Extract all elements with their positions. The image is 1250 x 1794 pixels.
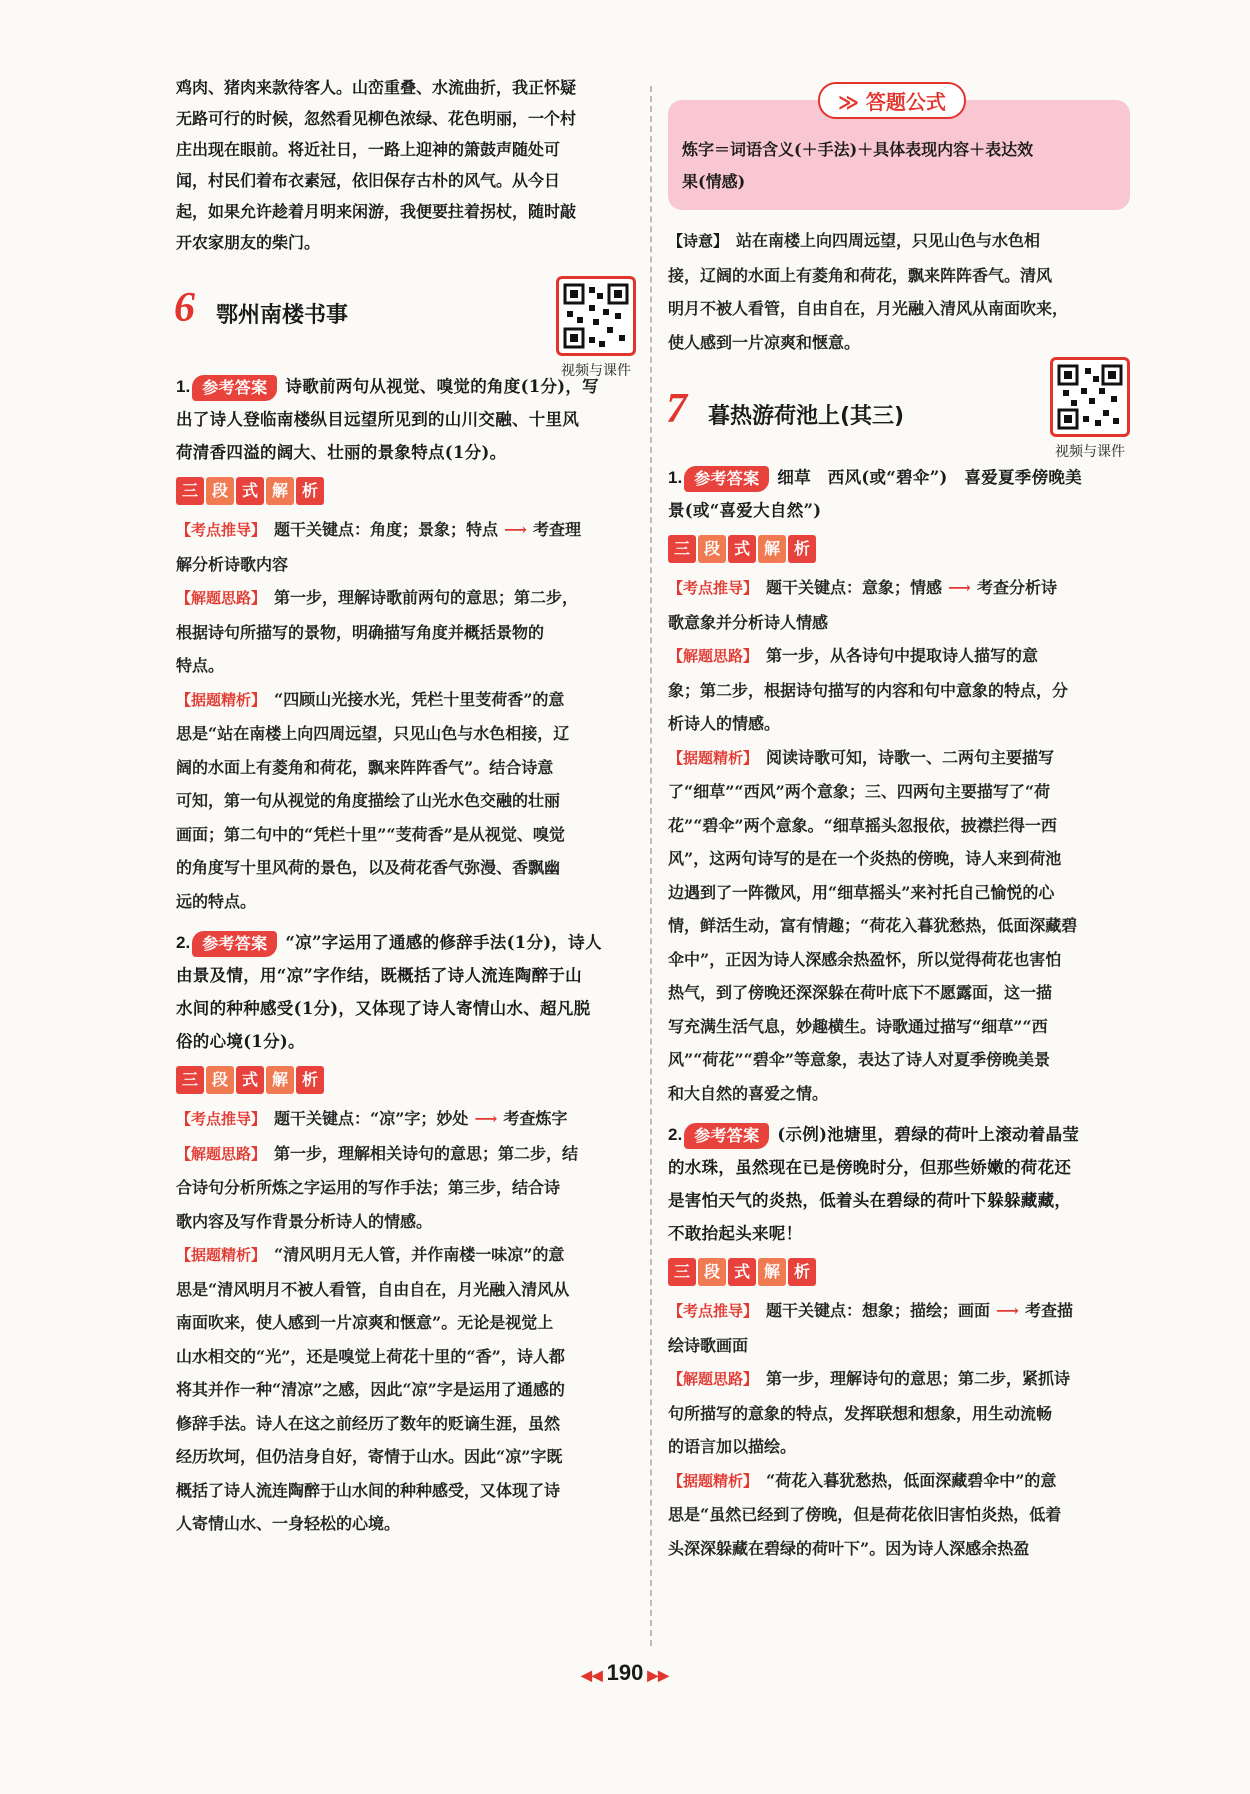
question-2	[668, 1118, 1130, 1565]
answer-text: 景(或“喜爱大自然”)	[668, 501, 822, 520]
question-2	[176, 926, 636, 1541]
answer-line	[668, 461, 1130, 494]
formula-line: 果(情感)	[682, 172, 746, 191]
answer-line	[668, 1118, 1130, 1151]
section-title: 暮热游荷池上(其三)	[708, 404, 905, 429]
text-line: 根据诗句所描写的景物，明确描写角度并概括景物的	[176, 622, 545, 642]
text-line: 山水相交的“光”，还是嗅觉上荷花十里的“香”，诗人都	[176, 1346, 565, 1366]
answer-badge: 参考答案	[684, 1123, 769, 1149]
section-title: 鄂州南楼书事	[216, 303, 349, 328]
qr-code-icon[interactable]	[556, 276, 636, 356]
poem-meaning	[668, 224, 1130, 359]
question-number: 2.	[668, 1125, 683, 1144]
jingxi: 【据题精析】 阅读诗歌可知，诗歌一、二两句主要描写	[668, 747, 1055, 767]
analysis-badge: 三 段 式 解 析	[668, 535, 1130, 565]
answer-text: 的水珠，虽然现在已是傍晚时分，但那些娇嫩的荷花还	[668, 1158, 1072, 1177]
text-line: 风”，这两句诗写的是在一个炎热的傍晚，诗人来到荷池	[668, 849, 1062, 868]
text-line: 画面；第二句中的“凭栏十里”“芰荷香”是从视觉、嗅觉	[176, 824, 565, 844]
answer-badge: 参考答案	[192, 375, 277, 401]
text-line: 开农家朋友的柴门。	[176, 233, 321, 252]
text-line: 风”“荷花”“碧伞”等意象，表达了诗人对夏季傍晚美景	[668, 1050, 1051, 1069]
text-line: 写充满生活气息，妙趣横生。诗歌通过描写“细草”“西	[668, 1016, 1048, 1036]
text-line: 热气，到了傍晚还深深躲在荷叶底下不愿露面，这一描	[668, 983, 1053, 1002]
text-line: 修辞手法。诗人在这之前经历了数年的贬谪生涯，虽然	[176, 1413, 561, 1433]
text-line: 鸡肉、猪肉来款待客人。山峦重叠、水流曲折，我正怀疑	[176, 78, 577, 97]
text-line: 接，辽阔的水面上有菱角和荷花，飘来阵阵香气。清风	[668, 265, 1053, 285]
analysis-badge: 三 段 式 解 析	[668, 1258, 1130, 1288]
text-line: 庄出现在眼前。将近社日，一路上迎神的箫鼓声随处可	[176, 140, 561, 159]
text-line: 思是“站在南楼上向四周远望，只见山色与水色相接，辽	[176, 724, 570, 743]
question-1	[176, 370, 636, 918]
qr-block[interactable]	[556, 276, 636, 380]
text-line: 闻，村民们着布衣素冠，依旧保存古朴的风气。从今日	[176, 171, 561, 190]
formula-box	[668, 90, 1130, 210]
analysis-badge: 三 段 式 解 析	[176, 477, 636, 507]
jingxi: 【据题精析】 “荷花入暮犹愁热，低面深藏碧伞中”的意	[668, 1470, 1057, 1490]
silu: 【解题思路】 第一步，理解诗句的意思；第二步，紧抓诗	[668, 1369, 1071, 1388]
kaodian: 【考点推导】 题干关键点：角度；景象；特点 ⟶ 考查理	[176, 520, 581, 539]
arrow-right-icon: ⟶	[996, 1301, 1019, 1320]
qr-code-icon[interactable]	[1050, 357, 1130, 437]
analysis-badge: 三 段 式 解 析	[176, 1066, 636, 1096]
text-line: 的语言加以描绘。	[668, 1437, 797, 1456]
silu: 【解题思路】 第一步，理解诗歌前两句的意思；第二步，	[176, 588, 579, 607]
arrow-right-icon: ⟶	[504, 520, 527, 539]
section-6-header	[174, 284, 636, 379]
text-line: 起，如果允许趁着月明来闲游，我便要拄着拐杖，随时敲	[176, 202, 577, 221]
answer-text: 参考答案 “凉”字运用了通感的修辞手法(1分)，诗人	[192, 926, 602, 959]
page-number: ◀◀ 190 ▶▶	[581, 1660, 669, 1685]
text-line: 特点。	[176, 656, 225, 675]
jingxi: 【据题精析】 “四顾山光接水光，凭栏十里芰荷香”的意	[176, 689, 565, 709]
text-line: 花”“碧伞”两个意象。“细草摇头忽报依，披襟拦得一西	[668, 815, 1057, 835]
answer-text: 参考答案 细草 西风(或“碧伞”) 喜爱夏季傍晚美	[684, 461, 1082, 494]
question-number: 1.	[176, 377, 191, 396]
qr-label: 视频与课件	[561, 363, 631, 379]
text-line: 将其并作一种“清凉”之感，因此“凉”字是运用了通感的	[176, 1380, 565, 1399]
text-line: 歌内容及写作背景分析诗人的情感。	[176, 1211, 433, 1231]
intro-paragraph	[176, 72, 636, 258]
text-line: 思是“虽然已经到了傍晚，但是荷花依旧害怕炎热，低着	[668, 1505, 1062, 1524]
kaodian: 【考点推导】 题干关键点：意象；情感 ⟶ 考查分析诗	[668, 578, 1057, 597]
section-number: 6	[174, 285, 195, 331]
right-column	[668, 72, 1130, 1565]
text-line: 思是“清风明月不被人看管，自由自在，月光融入清风从	[176, 1279, 570, 1299]
formula-line: 炼字＝词语含义(＋手法)＋具体表现内容＋表达效	[682, 140, 1034, 159]
text-line: 和大自然的喜爱之情。	[668, 1083, 829, 1103]
question-number: 1.	[668, 468, 683, 487]
answer-text: 俗的心境(1分)。	[176, 1032, 305, 1051]
text-line: 无路可行的时候，忽然看见柳色浓绿、花色明丽，一个村	[176, 109, 577, 128]
qr-block[interactable]	[1050, 357, 1130, 461]
double-left-arrow-icon: ◀◀	[581, 1667, 603, 1683]
kaodian: 【考点推导】 题干关键点：“凉”字；妙处 ⟶ 考查炼字	[176, 1109, 568, 1128]
kaodian-cont: 绘诗歌画面	[668, 1335, 749, 1355]
text-line: 伞中”，正因为诗人深感余热盈怀，所以觉得荷花也害怕	[668, 949, 1062, 969]
qr-label: 视频与课件	[1055, 444, 1125, 460]
text-line: 析诗人的情感。	[668, 714, 781, 733]
double-chevron-icon: ≫	[838, 90, 866, 114]
answer-badge: 参考答案	[684, 466, 769, 492]
text-line: 明月不被人看管，自由自在，月光融入清风从南面吹来，	[668, 299, 1069, 318]
text-line: 南面吹来，使人感到一片凉爽和惬意”。无论是视觉上	[176, 1313, 554, 1332]
formula-title: ≫ 答题公式	[818, 82, 966, 119]
kaodian: 【考点推导】 题干关键点：想象；描绘；画面 ⟶ 考查描	[668, 1301, 1073, 1320]
column-divider	[650, 86, 652, 1646]
answer-text: 荷清香四溢的阔大、壮丽的景象特点(1分)。	[176, 443, 507, 462]
answer-text: 水间的种种感受(1分)，又体现了诗人寄情山水、超凡脱	[176, 999, 591, 1018]
text-line: 经历坎坷，但仍洁身自好，寄情于山水。因此“凉”字既	[176, 1447, 563, 1466]
left-column	[176, 72, 636, 1541]
answer-line	[176, 926, 636, 959]
text-line: 头深深躲藏在碧绿的荷叶下”。因为诗人深感余热盈	[668, 1538, 1030, 1558]
answer-text: 参考答案 诗歌前两句从视觉、嗅觉的角度(1分)，写	[192, 370, 599, 403]
text-line: 使人感到一片凉爽和惬意。	[668, 332, 861, 352]
kaodian-cont: 歌意象并分析诗人情感	[668, 612, 829, 632]
answer-badge: 参考答案	[192, 931, 277, 957]
kaodian-cont: 解分析诗歌内容	[176, 554, 289, 574]
answer-text: 由景及情，用“凉”字作结，既概括了诗人流连陶醉于山	[176, 966, 582, 985]
silu: 【解题思路】 第一步，理解相关诗句的意思；第二步，结	[176, 1143, 579, 1163]
text-line: 阔的水面上有菱角和荷花，飘来阵阵香气”。结合诗意	[176, 757, 554, 777]
question-number: 2.	[176, 933, 191, 952]
answer-text: 不敢抬起头来呢！	[668, 1224, 803, 1243]
text-line: 人寄情山水、一身轻松的心境。	[176, 1514, 401, 1533]
silu: 【解题思路】 第一步，从各诗句中提取诗人描写的意	[668, 646, 1039, 665]
double-right-arrow-icon: ▶▶	[647, 1667, 669, 1683]
arrow-right-icon: ⟶	[474, 1109, 498, 1128]
section-number: 7	[666, 386, 687, 432]
text-line: 远的特点。	[176, 891, 257, 911]
text-line: 了“细草”“西风”两个意象；三、四两句主要描写了“荷	[668, 782, 1051, 801]
text-line: 【诗意】 站在南楼上向四周远望，只见山色与水色相	[668, 231, 1041, 250]
text-line: 的角度写十里风荷的景色，以及荷花香气弥漫、香飘幽	[176, 858, 561, 877]
jingxi: 【据题精析】 “清风明月无人管，并作南楼一味凉”的意	[176, 1245, 565, 1264]
text-line: 象；第二步，根据诗句描写的内容和句中意象的特点，分	[668, 680, 1069, 700]
text-line: 可知，第一句从视觉的角度描绘了山光水色交融的壮丽	[176, 791, 561, 810]
answer-text: 出了诗人登临南楼纵目远望所见到的山川交融、十里风	[176, 410, 580, 429]
text-line: 情，鲜活生动，富有情趣；“荷花入暮犹愁热，低面深藏碧	[668, 916, 1078, 935]
text-line: 句所描写的意象的特点，发挥联想和想象，用生动流畅	[668, 1403, 1053, 1423]
text-line: 边遇到了一阵微风，用“细草摇头”来衬托自己愉悦的心	[668, 882, 1055, 902]
section-7-header	[668, 385, 1130, 461]
answer-text: 是害怕天气的炎热，低着头在碧绿的荷叶下躲躲藏藏，	[668, 1191, 1072, 1210]
question-1	[668, 461, 1130, 1110]
text-line: 概括了诗人流连陶醉于山水间的种种感受，又体现了诗	[176, 1480, 561, 1500]
text-line: 合诗句分析所炼之字运用的写作手法；第三步，结合诗	[176, 1178, 561, 1197]
arrow-right-icon: ⟶	[948, 578, 971, 597]
answer-text: 参考答案 (示例)池塘里，碧绿的荷叶上滚动着晶莹	[684, 1118, 1079, 1151]
